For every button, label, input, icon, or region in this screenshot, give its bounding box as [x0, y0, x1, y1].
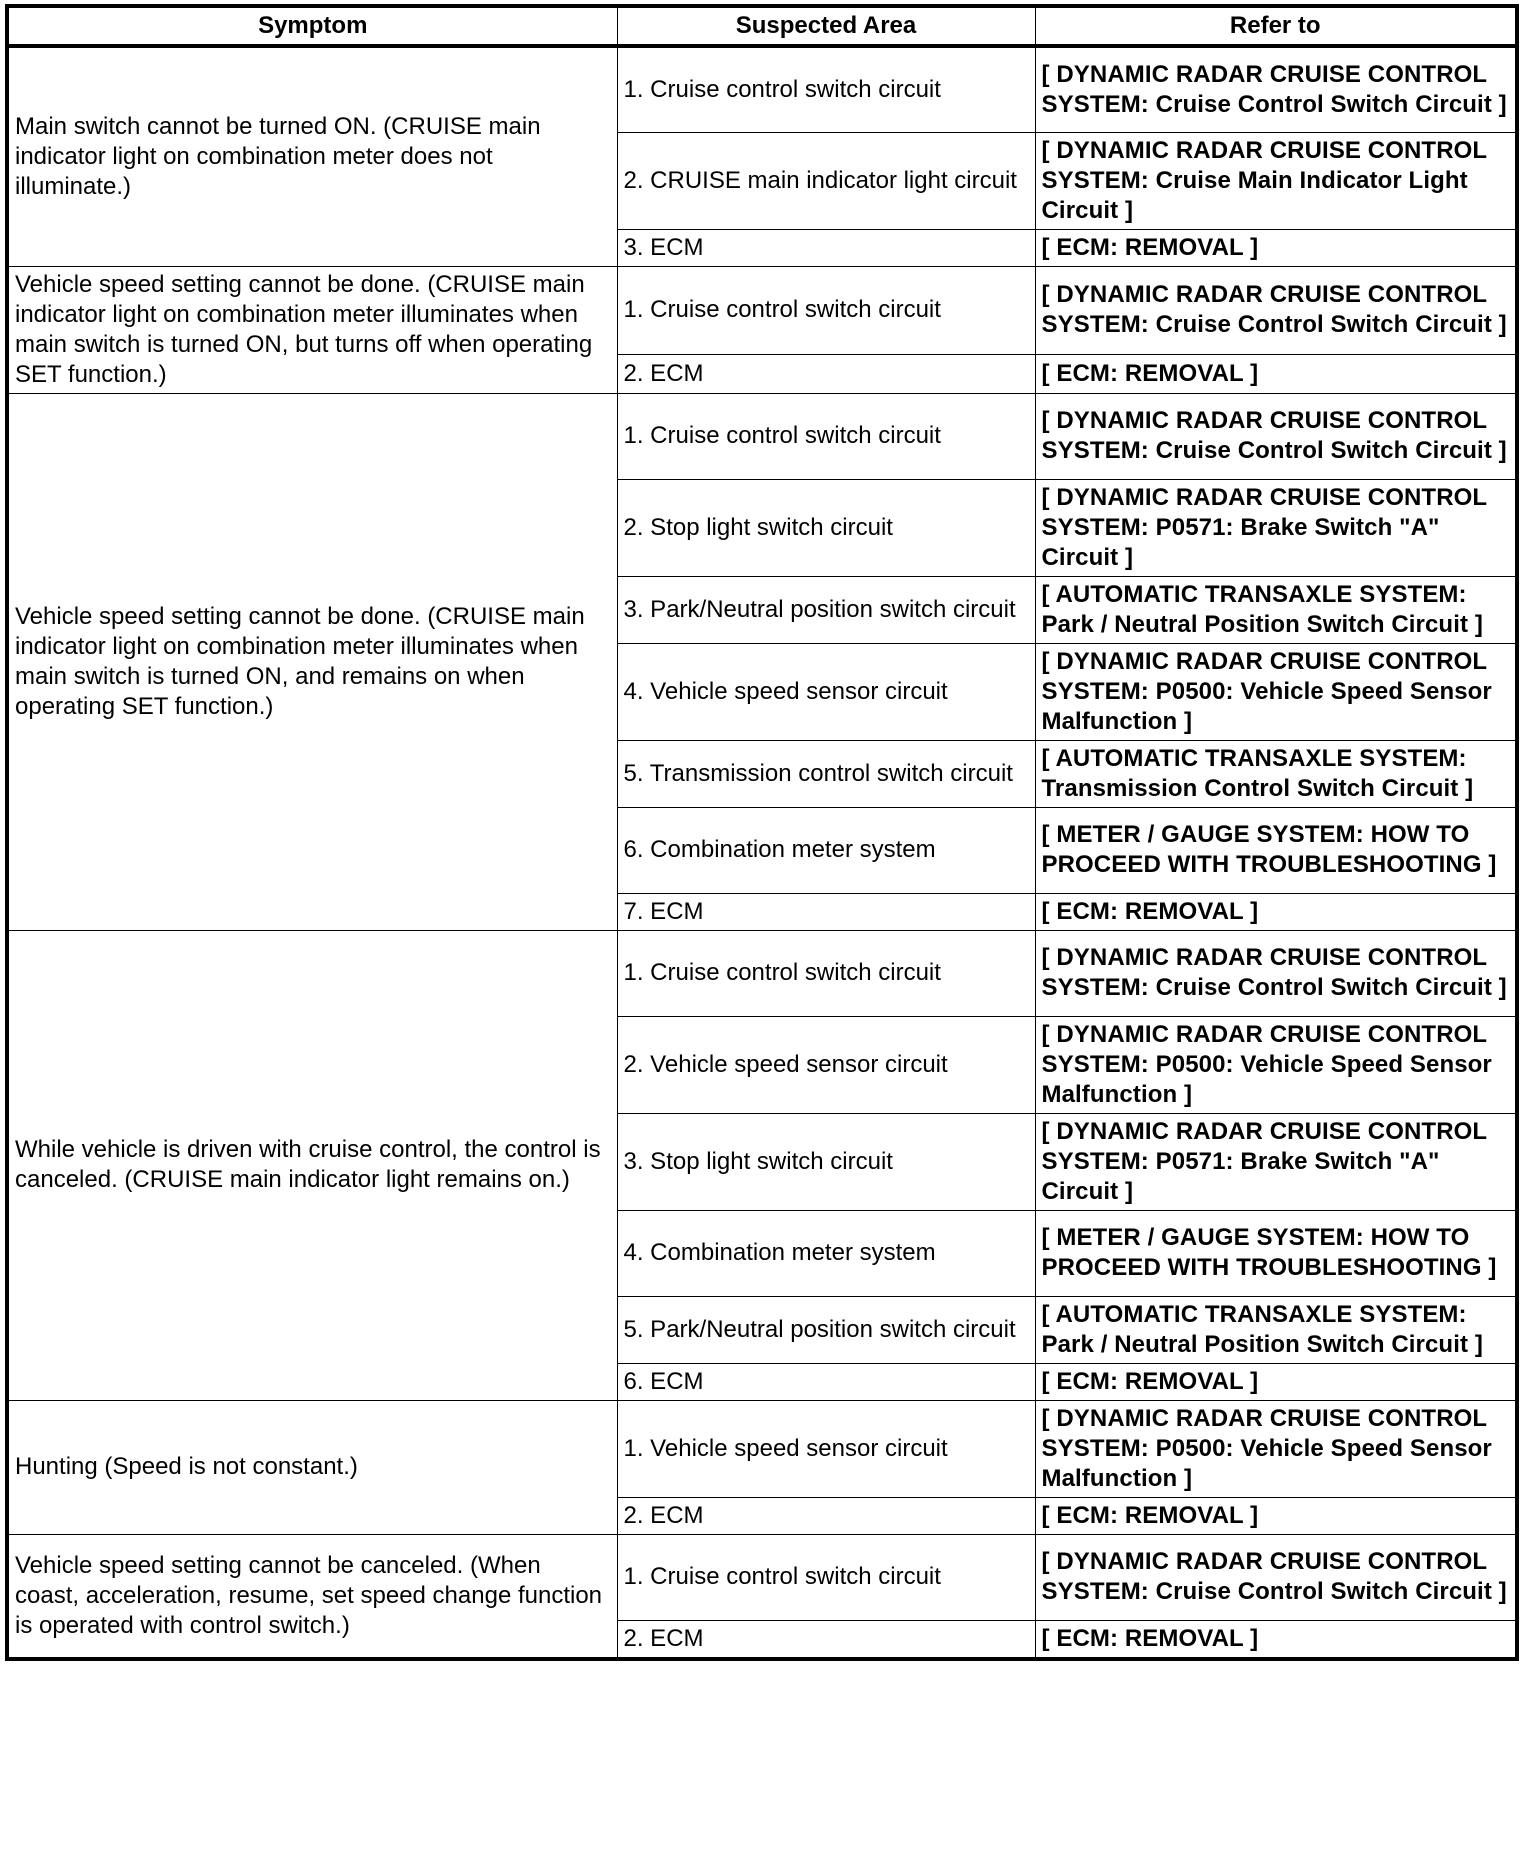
header-symptom: Symptom	[7, 6, 617, 46]
suspected-area-cell: 2. ECM	[617, 1497, 1035, 1534]
symptom-cell: Main switch cannot be turned ON. (CRUISE main indicator light on combination meter does not illuminate.)	[7, 46, 617, 266]
table-row	[7, 1400, 1517, 1497]
suspected-area-cell: 2. ECM	[617, 355, 1035, 393]
table-header	[7, 6, 1517, 46]
symptom-cell: While vehicle is driven with cruise control, the control is canceled. (CRUISE main indicator light remains on.)	[7, 930, 617, 1400]
header-refer-to: Refer to	[1035, 6, 1517, 46]
symptom-cell: Vehicle speed setting cannot be done. (CRUISE main indicator light on combination meter illuminates when main switch is turned ON, and remains on when operating SET function.)	[7, 393, 617, 930]
header-row	[7, 6, 1517, 46]
refer-to-cell: [ ECM: REMOVAL ]	[1035, 1497, 1517, 1534]
table-row	[7, 393, 1517, 479]
refer-to-cell: [ DYNAMIC RADAR CRUISE CONTROL SYSTEM: Cruise Control Switch Circuit ]	[1035, 1534, 1517, 1620]
refer-to-cell: [ METER / GAUGE SYSTEM: HOW TO PROCEED WITH TROUBLESHOOTING ]	[1035, 807, 1517, 893]
table-row	[7, 1534, 1517, 1620]
refer-to-cell: [ DYNAMIC RADAR CRUISE CONTROL SYSTEM: P0500: Vehicle Speed Sensor Malfunction ]	[1035, 1400, 1517, 1497]
suspected-area-cell: 3. ECM	[617, 229, 1035, 266]
refer-to-cell: [ ECM: REMOVAL ]	[1035, 355, 1517, 393]
suspected-area-cell: 1. Cruise control switch circuit	[617, 46, 1035, 132]
suspected-area-cell: 3. Park/Neutral position switch circuit	[617, 576, 1035, 643]
suspected-area-cell: 7. ECM	[617, 893, 1035, 930]
suspected-area-cell: 2. ECM	[617, 1620, 1035, 1659]
suspected-area-cell: 2. Vehicle speed sensor circuit	[617, 1016, 1035, 1113]
refer-to-cell: [ DYNAMIC RADAR CRUISE CONTROL SYSTEM: Cruise Control Switch Circuit ]	[1035, 393, 1517, 479]
symptom-cell: Vehicle speed setting cannot be canceled. (When coast, acceleration, resume, set speed change function is operated with control switch.)	[7, 1534, 617, 1659]
refer-to-cell: [ ECM: REMOVAL ]	[1035, 1363, 1517, 1400]
suspected-area-cell: 2. CRUISE main indicator light circuit	[617, 132, 1035, 229]
troubleshooting-table	[5, 4, 1519, 1661]
refer-to-cell: [ METER / GAUGE SYSTEM: HOW TO PROCEED WITH TROUBLESHOOTING ]	[1035, 1210, 1517, 1296]
header-suspected-area: Suspected Area	[617, 6, 1035, 46]
refer-to-cell: [ ECM: REMOVAL ]	[1035, 893, 1517, 930]
suspected-area-cell: 1. Cruise control switch circuit	[617, 393, 1035, 479]
suspected-area-cell: 1. Vehicle speed sensor circuit	[617, 1400, 1035, 1497]
refer-to-cell: [ DYNAMIC RADAR CRUISE CONTROL SYSTEM: P0500: Vehicle Speed Sensor Malfunction ]	[1035, 643, 1517, 740]
suspected-area-cell: 2. Stop light switch circuit	[617, 479, 1035, 576]
table-body	[7, 46, 1517, 1659]
troubleshooting-table-container	[5, 4, 1515, 1661]
table-row	[7, 266, 1517, 355]
refer-to-cell: [ AUTOMATIC TRANSAXLE SYSTEM: Transmission Control Switch Circuit ]	[1035, 740, 1517, 807]
suspected-area-cell: 4. Combination meter system	[617, 1210, 1035, 1296]
suspected-area-cell: 5. Transmission control switch circuit	[617, 740, 1035, 807]
suspected-area-cell: 1. Cruise control switch circuit	[617, 266, 1035, 355]
refer-to-cell: [ DYNAMIC RADAR CRUISE CONTROL SYSTEM: Cruise Control Switch Circuit ]	[1035, 46, 1517, 132]
table-row	[7, 46, 1517, 132]
refer-to-cell: [ DYNAMIC RADAR CRUISE CONTROL SYSTEM: P0571: Brake Switch "A" Circuit ]	[1035, 479, 1517, 576]
symptom-cell: Vehicle speed setting cannot be done. (CRUISE main indicator light on combination meter illuminates when main switch is turned ON, but turns off when operating SET function.)	[7, 266, 617, 393]
symptom-cell: Hunting (Speed is not constant.)	[7, 1400, 617, 1534]
refer-to-cell: [ DYNAMIC RADAR CRUISE CONTROL SYSTEM: Cruise Control Switch Circuit ]	[1035, 930, 1517, 1016]
refer-to-cell: [ ECM: REMOVAL ]	[1035, 1620, 1517, 1659]
refer-to-cell: [ ECM: REMOVAL ]	[1035, 229, 1517, 266]
refer-to-cell: [ DYNAMIC RADAR CRUISE CONTROL SYSTEM: Cruise Control Switch Circuit ]	[1035, 266, 1517, 355]
suspected-area-cell: 5. Park/Neutral position switch circuit	[617, 1296, 1035, 1363]
suspected-area-cell: 1. Cruise control switch circuit	[617, 930, 1035, 1016]
refer-to-cell: [ AUTOMATIC TRANSAXLE SYSTEM: Park / Neutral Position Switch Circuit ]	[1035, 1296, 1517, 1363]
suspected-area-cell: 6. ECM	[617, 1363, 1035, 1400]
refer-to-cell: [ DYNAMIC RADAR CRUISE CONTROL SYSTEM: P0571: Brake Switch "A" Circuit ]	[1035, 1113, 1517, 1210]
refer-to-cell: [ DYNAMIC RADAR CRUISE CONTROL SYSTEM: Cruise Main Indicator Light Circuit ]	[1035, 132, 1517, 229]
suspected-area-cell: 3. Stop light switch circuit	[617, 1113, 1035, 1210]
suspected-area-cell: 6. Combination meter system	[617, 807, 1035, 893]
refer-to-cell: [ AUTOMATIC TRANSAXLE SYSTEM: Park / Neutral Position Switch Circuit ]	[1035, 576, 1517, 643]
suspected-area-cell: 1. Cruise control switch circuit	[617, 1534, 1035, 1620]
suspected-area-cell: 4. Vehicle speed sensor circuit	[617, 643, 1035, 740]
refer-to-cell: [ DYNAMIC RADAR CRUISE CONTROL SYSTEM: P0500: Vehicle Speed Sensor Malfunction ]	[1035, 1016, 1517, 1113]
table-row	[7, 930, 1517, 1016]
